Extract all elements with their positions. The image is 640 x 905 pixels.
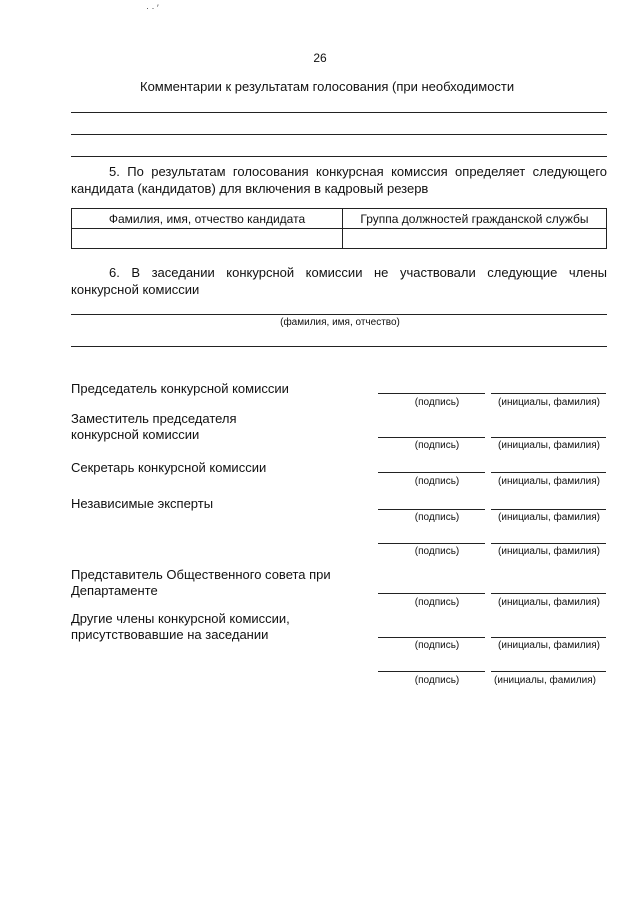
section5-paragraph <box>71 163 607 197</box>
public-council-initials-caption: (инициалы, фамилия) <box>498 597 600 608</box>
expert-2-initials-line[interactable] <box>491 543 606 544</box>
secretary-signature-line[interactable] <box>378 472 485 473</box>
public-council-signature-line[interactable] <box>378 593 485 594</box>
expert-1-signature-caption: (подпись) <box>414 512 460 523</box>
role-chair: Председатель конкурсной комиссии <box>71 381 289 396</box>
absent-members-line-2 <box>71 346 607 347</box>
other-member-2-signature-line[interactable] <box>378 671 485 672</box>
expert-1-signature-line[interactable] <box>378 509 485 510</box>
secretary-initials-caption: (инициалы, фамилия) <box>498 476 600 487</box>
absent-members-caption: (фамилия, имя, отчество) <box>280 317 400 328</box>
scan-marks: · · ′ <box>146 3 159 13</box>
absent-members-line <box>71 314 607 315</box>
role-experts: Независимые эксперты <box>71 496 214 511</box>
section5-text: 5. По результатам голосования конкурсная комиссия определяет следующего кандидата (кандидатов) для включения в кадровый резерв <box>71 164 607 196</box>
deputy-initials-line[interactable] <box>491 437 606 438</box>
deputy-signature-caption: (подпись) <box>414 440 460 451</box>
other-member-1-initials-caption: (инициалы, фамилия) <box>498 640 600 651</box>
chair-signature-caption: (подпись) <box>414 397 460 408</box>
comments-line-1 <box>71 112 607 113</box>
secretary-signature-caption: (подпись) <box>414 476 460 487</box>
position-group-cell[interactable] <box>343 229 607 249</box>
section6-text: 6. В заседании конкурсной комиссии не участвовали следующие члены конкурсной комиссии <box>71 265 607 297</box>
role-secretary: Секретарь конкурсной комиссии <box>71 460 267 475</box>
column-header-candidate-name: Фамилия, имя, отчество кандидата <box>72 209 343 229</box>
secretary-initials-line[interactable] <box>491 472 606 473</box>
role-deputy: Заместитель председателя конкурсной комиссии <box>71 411 237 442</box>
comments-line-2 <box>71 134 607 135</box>
role-other-members: Другие члены конкурсной комиссии, присутствовавшие на заседании <box>71 611 290 642</box>
deputy-initials-caption: (инициалы, фамилия) <box>498 440 600 451</box>
deputy-signature-line[interactable] <box>378 437 485 438</box>
other-member-2-initials-caption: (инициалы, фамилия) <box>494 675 596 686</box>
chair-signature-line[interactable] <box>378 393 485 394</box>
candidate-name-cell[interactable] <box>72 229 343 249</box>
other-member-1-signature-line[interactable] <box>378 637 485 638</box>
expert-1-initials-caption: (инициалы, фамилия) <box>498 512 600 523</box>
comments-title: Комментарии к результатам голосования (при необходимости <box>140 79 515 94</box>
reserve-candidates-table <box>71 208 607 249</box>
other-member-2-signature-caption: (подпись) <box>414 675 460 686</box>
other-member-1-initials-line[interactable] <box>491 637 606 638</box>
expert-1-initials-line[interactable] <box>491 509 606 510</box>
other-member-1-signature-caption: (подпись) <box>414 640 460 651</box>
page-number: 26 <box>313 51 327 65</box>
role-public-council: Представитель Общественного совета при Департаменте <box>71 567 331 598</box>
expert-2-signature-line[interactable] <box>378 543 485 544</box>
other-member-2-initials-line[interactable] <box>491 671 606 672</box>
public-council-initials-line[interactable] <box>491 593 606 594</box>
table-row <box>72 229 607 249</box>
expert-2-initials-caption: (инициалы, фамилия) <box>498 546 600 557</box>
public-council-signature-caption: (подпись) <box>414 597 460 608</box>
chair-initials-caption: (инициалы, фамилия) <box>498 397 600 408</box>
section6-paragraph <box>71 264 607 298</box>
column-header-position-group: Группа должностей гражданской службы <box>343 209 607 229</box>
table-header-row <box>72 209 607 229</box>
chair-initials-line[interactable] <box>491 393 606 394</box>
expert-2-signature-caption: (подпись) <box>414 546 460 557</box>
comments-line-3 <box>71 156 607 157</box>
